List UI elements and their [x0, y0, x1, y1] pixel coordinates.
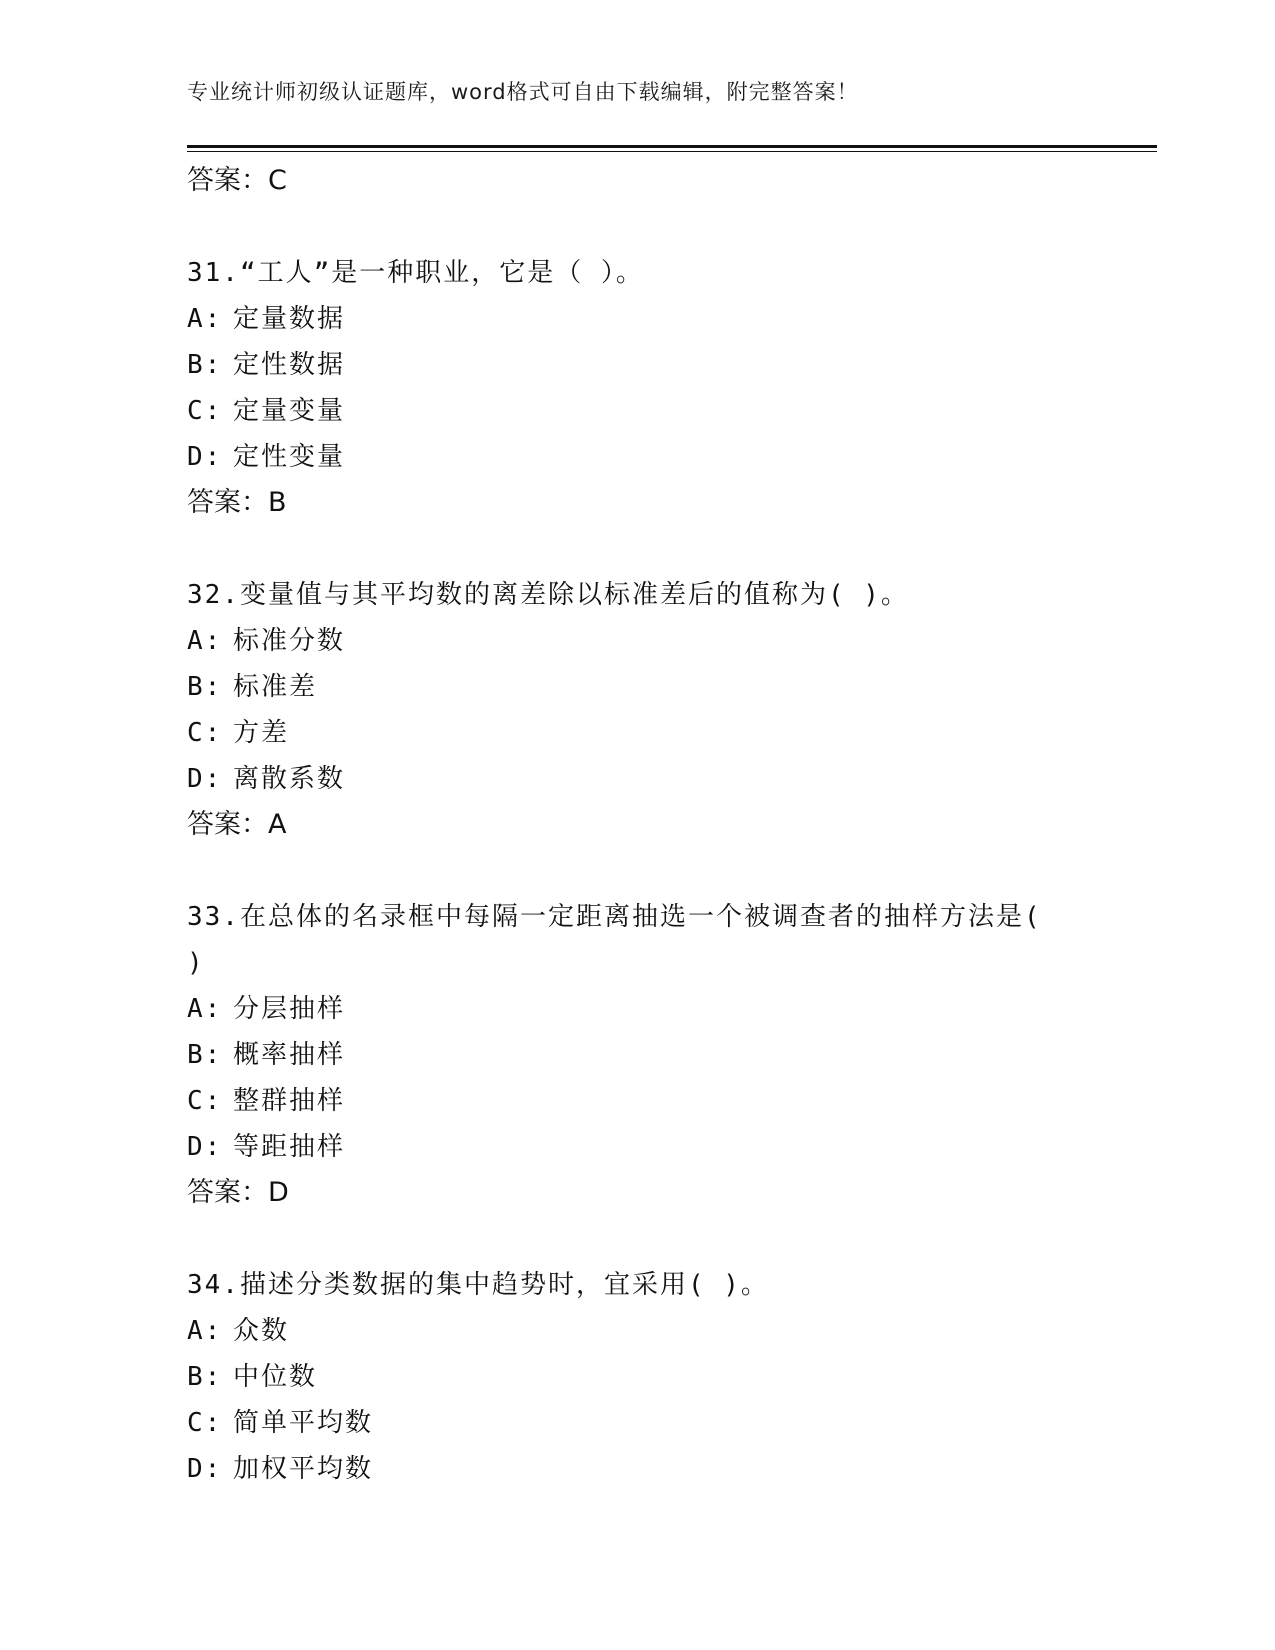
question-text: 34.描述分类数据的集中趋势时，宜采用( )。: [187, 1270, 769, 1300]
option-key: D:: [187, 1454, 223, 1484]
option-a: [187, 986, 1087, 1032]
option-text: 定量变量: [233, 396, 346, 426]
option-text: 标准分数: [233, 626, 346, 656]
question-block: [187, 250, 1087, 526]
option-b: [187, 664, 1087, 710]
option-key: C:: [187, 1086, 223, 1116]
option-key: B:: [187, 350, 223, 380]
option-text: 等距抽样: [233, 1132, 346, 1162]
option-d: [187, 756, 1087, 802]
option-text: 定量数据: [233, 304, 346, 334]
question-block: [187, 894, 1087, 1216]
answer-line: 答案：A: [187, 809, 287, 840]
option-text: 分层抽样: [233, 994, 346, 1024]
option-d: [187, 1124, 1087, 1170]
option-key: C:: [187, 396, 223, 426]
answer-line: 答案：B: [187, 487, 287, 518]
option-a: [187, 618, 1087, 664]
answer-line: 答案：C: [187, 165, 287, 196]
option-key: A:: [187, 626, 223, 656]
option-text: 方差: [233, 718, 290, 748]
option-text: 中位数: [233, 1362, 318, 1392]
option-a: [187, 296, 1087, 342]
question-block: [187, 572, 1087, 848]
question-block: [187, 1262, 1087, 1492]
option-a: [187, 1308, 1087, 1354]
option-c: [187, 710, 1087, 756]
option-text: 整群抽样: [233, 1086, 346, 1116]
question-text: 32.变量值与其平均数的离差除以标准差后的值称为( )。: [187, 580, 909, 610]
option-key: B:: [187, 1040, 223, 1070]
option-text: 加权平均数: [233, 1454, 374, 1484]
option-key: B:: [187, 1362, 223, 1392]
option-key: C:: [187, 1408, 223, 1438]
option-d: [187, 434, 1087, 480]
option-key: A:: [187, 304, 223, 334]
question-text: 33.在总体的名录框中每隔一定距离抽选一个被调查者的抽样方法是( ): [187, 902, 1042, 978]
option-text: 定性数据: [233, 350, 346, 380]
header-rule-thick: [187, 145, 1157, 148]
option-key: A:: [187, 1316, 223, 1346]
option-b: [187, 1032, 1087, 1078]
option-key: D:: [187, 764, 223, 794]
option-text: 定性变量: [233, 442, 346, 472]
question-list: [187, 158, 1087, 1492]
option-c: [187, 1078, 1087, 1124]
option-d: [187, 1446, 1087, 1492]
option-text: 标准差: [233, 672, 318, 702]
header-rule-thin: [187, 151, 1157, 152]
option-key: C:: [187, 718, 223, 748]
option-text: 概率抽样: [233, 1040, 346, 1070]
option-text: 离散系数: [233, 764, 346, 794]
option-key: A:: [187, 994, 223, 1024]
option-text: 简单平均数: [233, 1408, 374, 1438]
option-key: D:: [187, 1132, 223, 1162]
option-text: 众数: [233, 1316, 290, 1346]
answer-line: 答案：D: [187, 1177, 289, 1208]
option-key: B:: [187, 672, 223, 702]
option-c: [187, 388, 1087, 434]
option-key: D:: [187, 442, 223, 472]
option-c: [187, 1400, 1087, 1446]
page-header-text: 专业统计师初级认证题库，word格式可自由下载编辑，附完整答案！: [187, 80, 859, 104]
option-b: [187, 1354, 1087, 1400]
question-text: 31.“工人”是一种职业，它是（ ）。: [187, 258, 644, 288]
option-b: [187, 342, 1087, 388]
